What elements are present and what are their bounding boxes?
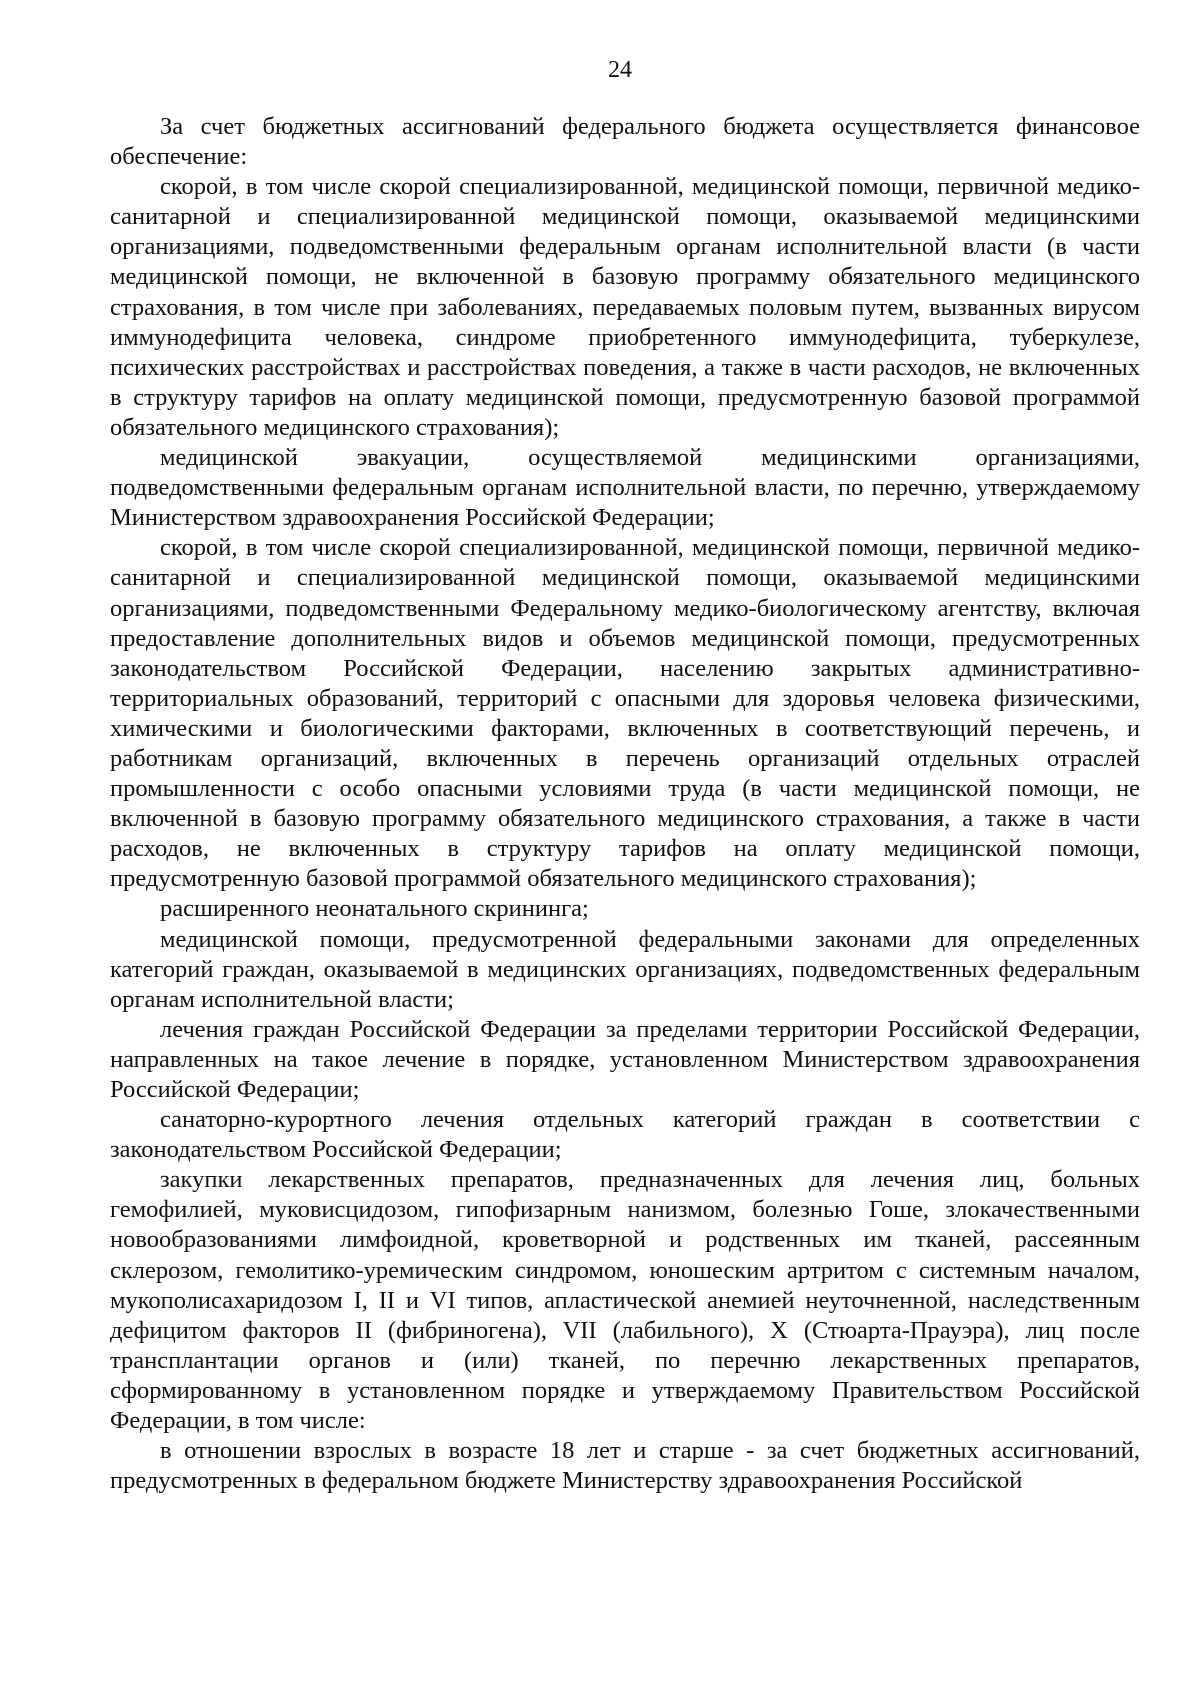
paragraph-neonatal-screening: расширенного неонатального скрининга; [160,895,589,923]
paragraph-medical-evacuation: медицинской эвакуации, осуществляемой медицинскими организациями, подведомственными федеральным органам исполнительной власти, по перечню, утверждаемому Министерством здравоохранения Российской Федерации; [110,444,1140,532]
paragraph-federal-bodies-care: скорой, в том числе скорой специализированной, медицинской помощи, первичной медико-санитарной и специализированной медицинской помощи, оказываемой медицинскими организациями, подведомственными федеральным органам исполнительной власти (в части медицинской помощи, не включенной в базовую программу обязательного медицинского страхования, в том числе при заболеваниях, передаваемых половым путем, вызванных вирусом иммунодефицита человека, синдроме приобретенного иммунодефицита, туберкулезе, психических расстройствах и расстройствах поведения, а также в части расходов, не включенных в структуру тарифов на оплату медицинской помощи, предусмотренную базовой программой обязательного медицинского страхования); [110,173,1140,441]
paragraph-treatment-abroad: лечения граждан Российской Федерации за пределами территории Российской Федерации, направленных на такое лечение в порядке, установленном Министерством здравоохранения Российской Федерации; [110,1015,1140,1103]
paragraph-sanatorium: санаторно-курортного лечения отдельных категорий граждан в соответствии с законодательством Российской Федерации; [110,1106,1140,1164]
document-body [110,112,1140,1496]
paragraph-adults: в отношении взрослых в возрасте 18 лет и старше - за счет бюджетных ассигнований, предусмотренных в федеральном бюджете Министерству здравоохранения Российской [110,1437,1140,1495]
paragraph-fmba-care: скорой, в том числе скорой специализированной, медицинской помощи, первичной медико-санитарной и специализированной медицинской помощи, оказываемой медицинскими организациями, подведомственными Федеральному медико-биологическому агентству, включая предоставление дополнительных видов и объемов медицинской помощи, предусмотренных законодательством Российской Федерации, населению закрытых административно-территориальных образований, территорий с опасными для здоровья человека физическими, химическими и биологическими факторами, включенных в соответствующий перечень, и работникам организаций, включенных в перечень организаций отдельных отраслей промышленности с особо опасными условиями труда (в части медицинской помощи, не включенной в базовую программу обязательного медицинского страхования, а также в части расходов, не включенных в структуру тарифов на оплату медицинской помощи, предусмотренную базовой программой обязательного медицинского страхования); [110,534,1140,893]
page-number: 24 [608,57,632,83]
paragraph-drug-procurement: закупки лекарственных препаратов, предназначенных для лечения лиц, больных гемофилией, муковисцидозом, гипофизарным нанизмом, болезнью Гоше, злокачественными новообразованиями лимфоидной, кроветворной и родственных им тканей, рассеянным склерозом, гемолитико-уремическим синдромом, юношеским артритом с системным началом, мукополисахаридозом I, II и VI типов, апластической анемией неуточненной, наследственным дефицитом факторов II (фибриногена), VII (лабильного), X (Стюарта-Прауэра), лиц после трансплантации органов и (или) тканей, по перечню лекарственных препаратов, сформированному в установленном порядке и утверждаемому Правительством Российской Федерации, в том числе: [110,1166,1140,1435]
paragraph-federal-law-categories: медицинской помощи, предусмотренной федеральными законами для определенных категорий граждан, оказываемой в медицинских организациях, подведомственных федеральным органам исполнительной власти; [110,925,1140,1013]
paragraph-intro: За счет бюджетных ассигнований федерального бюджета осуществляется финансовое обеспечение: [110,113,1140,171]
